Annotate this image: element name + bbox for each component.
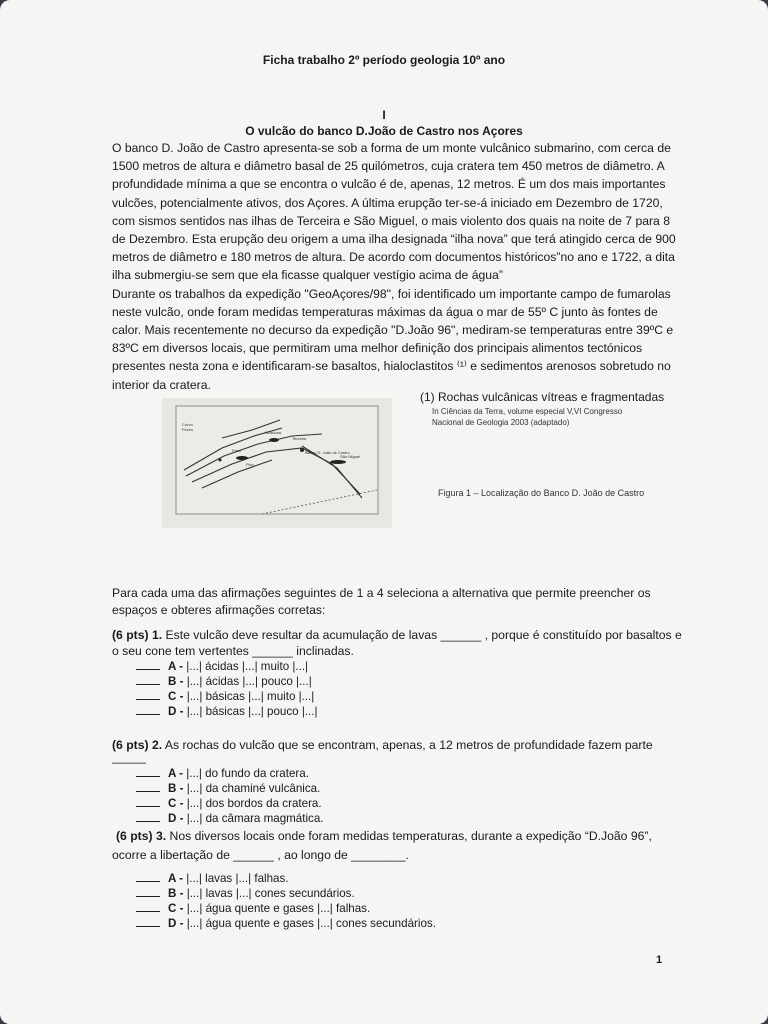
- intro-line: de Dezembro. Esta erupção deu origem a uma ilha designada “ilha nova” que terá atingido cerca de 900: [112, 232, 676, 247]
- intro-paragraph: [112, 139, 676, 394]
- answer-blank: [136, 796, 160, 807]
- question-2-option-a[interactable]: A - |...| do fundo da cratera.: [136, 766, 309, 781]
- section-number: I: [382, 108, 386, 122]
- map-label-corvo-flores: Corvo: [182, 422, 193, 427]
- question-1-points: (6 pts) 1.: [112, 628, 163, 642]
- intro-line: com sismos sentidos nas ilhas de Terceira e São Miguel, o mais violento dos quais na noite de 7 para 8: [112, 213, 670, 228]
- question-1-option-a[interactable]: A - |...| ácidas |...| muito |...|: [136, 659, 308, 674]
- answer-blank: [136, 689, 160, 700]
- answer-blank: [136, 659, 160, 670]
- intro-line: metros de diâmetro e 180 metros de altura. De acordo com documentos históricos”no ano e 1722, a dita: [112, 250, 675, 265]
- map-label-pico: Pico: [246, 462, 254, 467]
- map-label-faial: Faial: [232, 448, 241, 453]
- instruction-line-1: Para cada uma das afirmações seguintes de 1 a 4 seleciona a alternativa que permite preencher os: [112, 586, 651, 600]
- answer-blank: [136, 886, 160, 897]
- answer-blank: [136, 704, 160, 715]
- question-2-points: (6 pts) 2.: [112, 738, 163, 752]
- intro-line: profundidade mínima a que se encontra o vulcão é de, apenas, 12 metros. É um dos mais importantes: [112, 177, 666, 192]
- question-3-points: (6 pts) 3.: [116, 829, 167, 843]
- map-frame: [176, 406, 378, 514]
- question-1-option-b[interactable]: B - |...| ácidas |...| pouco |...|: [136, 674, 312, 689]
- answer-blank: [136, 674, 160, 685]
- question-3-option-c[interactable]: C - |...| água quente e gases |...| falhas.: [136, 901, 370, 916]
- answer-blank: [136, 766, 160, 777]
- section-subtitle: O vulcão do banco D.João de Castro nos Açores: [245, 124, 523, 138]
- intro-line: O banco D. João de Castro apresenta-se sob a forma de um monte vulcânico submarino, com cerca de: [112, 141, 671, 155]
- answer-blank: [136, 811, 160, 822]
- intro-line: calor. Mais recentemente no decurso da expedição "D.João 96", mediram-se temperaturas entre 39ºC e: [112, 323, 674, 338]
- intro-line: 1500 metros de altura e diâmetro basal de 25 quilómetros, cuja cratera tem 450 metros de diâmetro. A: [112, 159, 665, 174]
- map-label-banco: Banco D. João de Castro: [305, 450, 350, 455]
- map-label-terceira: Terceira: [292, 436, 307, 441]
- question-3-text: Nos diversos locais onde foram medidas temperaturas, durante a expedição “D.João 96”,: [166, 829, 652, 843]
- question-3-option-d[interactable]: D - |...| água quente e gases |...| cones secundários.: [136, 916, 436, 931]
- intro-line: 83ºC em diversos locais, que permitiram uma melhor definição dos principais alimentos tectónicos: [112, 341, 643, 356]
- intro-line: Durante os trabalhos da expedição "GeoAçores/98", foi identificado um importante campo de fumarolas: [112, 286, 671, 301]
- intro-line: ilha submergiu-se sem que ela ficasse qualquer vestígio acima de água”: [112, 268, 503, 283]
- location-map: [162, 398, 392, 528]
- map-label-flores: Flores: [182, 427, 194, 432]
- intro-line: presentes nesta zona e identificaram-se basaltos, hialoclastitos ⁽¹⁾ e sedimentos arenosos sobretudo no: [112, 359, 671, 374]
- question-1-option-d[interactable]: D - |...| básicas |...| pouco |...|: [136, 704, 318, 719]
- question-2-option-c[interactable]: C - |...| dos bordos da cratera.: [136, 796, 322, 811]
- question-2-line-1: [112, 736, 653, 754]
- map-label-sao-miguel: São Miguel: [340, 454, 361, 459]
- question-1-option-c[interactable]: C - |...| básicas |...| muito |...|: [136, 689, 314, 704]
- page-number: 1: [656, 954, 663, 966]
- question-2-option-d[interactable]: D - |...| da câmara magmática.: [136, 811, 324, 826]
- intro-line: vulcões, potencialmente ativos, dos Açores. A última erupção ter-se-á iniciado em Dezembro de 1720,: [112, 195, 663, 210]
- question-1-line-2: o seu cone tem vertentes ______ inclinadas.: [112, 644, 354, 658]
- footnote-source-1: In Ciências da Terra, volume especial V,VI Congresso: [432, 407, 623, 416]
- question-2-line-2: _____: [112, 750, 146, 764]
- question-3-line-1: [116, 827, 652, 845]
- figure-caption: Figura 1 – Localização do Banco D. João de Castro: [438, 488, 645, 498]
- question-2-option-b[interactable]: B - |...| da chaminé vulcânica.: [136, 781, 320, 796]
- answer-blank: [136, 871, 160, 882]
- map-label-graciosa: Graciosa: [265, 430, 282, 435]
- question-3-line-2: ocorre a libertação de ______ , ao longo de ________.: [112, 848, 409, 862]
- instruction-line-2: espaços e obteres afirmações corretas:: [112, 603, 326, 617]
- answer-blank: [136, 781, 160, 792]
- footnote-label: (1) Rochas vulcânicas vítreas e fragmentadas: [420, 390, 665, 404]
- intro-line: neste vulcão, onde foram medidas temperaturas máximas da água o mar de 55º C junto às fontes de: [112, 304, 658, 319]
- question-2-text: As rochas do vulcão que se encontram, apenas, a 12 metros de profundidade fazem parte: [162, 738, 653, 752]
- document-title: Ficha trabalho 2º período geologia 10º ano: [262, 53, 506, 67]
- footnote-source-2: Nacional de Geologia 2003 (adaptado): [432, 418, 570, 427]
- answer-blank: [136, 901, 160, 912]
- intro-line: interior da cratera.: [112, 377, 211, 392]
- question-3-option-b[interactable]: B - |...| lavas |...| cones secundários.: [136, 886, 355, 901]
- question-1-text: Este vulcão deve resultar da acumulação de lavas ______ , porque é constituído por basaltos e: [162, 628, 682, 642]
- answer-blank: [136, 916, 160, 927]
- question-3-option-a[interactable]: A - |...| lavas |...| falhas.: [136, 871, 289, 886]
